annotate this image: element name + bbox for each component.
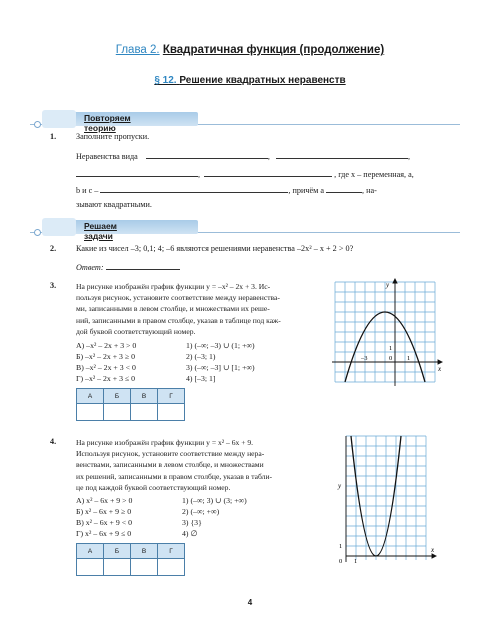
task4-line: венствами, записанными в левом столбце, и множествами (76, 460, 264, 470)
table-header-cell: Г (158, 389, 185, 404)
y-axis-label: y (386, 281, 390, 289)
table-header-cell: Б (104, 389, 131, 404)
answer-cell[interactable] (158, 404, 185, 421)
tick-label: 0 (339, 558, 343, 564)
task1-line4 (76, 184, 377, 195)
option-item: 4) ∅ (182, 529, 198, 538)
task3-options-left (76, 340, 136, 384)
task3-text (76, 281, 281, 337)
task1-line4-end: , на- (362, 186, 377, 195)
task3-line: пользуя рисунок, установите соответствие между неравенства- (76, 293, 280, 303)
option-item: Б) –x² – 2x + 3 ≥ 0 (76, 352, 136, 361)
task2-answer (76, 261, 180, 272)
task4-answer-table (76, 543, 185, 576)
task1-line4-mid: , причём a (288, 186, 324, 195)
task3-line: дой буквой соответствующий номер. (76, 326, 196, 336)
option-item: 2) (–∞; +∞) (182, 507, 220, 516)
option-item: 1) (–∞; –3) ∪ (1; +∞) (186, 341, 255, 350)
table-header-cell: В (131, 544, 158, 559)
table-header-cell: А (77, 389, 104, 404)
task1-line4-start: b и c – (76, 186, 99, 195)
task4-number: 4. (50, 437, 57, 446)
answer-cell[interactable] (77, 404, 104, 421)
task3-line: На рисунке изображён график функции y = –x² – 2x + 3. Ис- (76, 282, 271, 291)
tick-label: 1 (407, 355, 411, 362)
answer-field[interactable] (106, 261, 180, 270)
task4-graph (334, 434, 440, 564)
table-header-cell: Б (104, 544, 131, 559)
answer-cell[interactable] (104, 404, 131, 421)
tick-label: 1 (389, 345, 393, 352)
option-item: Б) x² – 6x + 9 ≥ 0 (76, 507, 132, 516)
task1-line3-text: , где x – переменная, a, (334, 170, 414, 179)
chapter-heading (0, 44, 500, 56)
blank-field[interactable] (326, 184, 362, 193)
x-axis-label: x (438, 365, 442, 373)
option-item: В) –x² – 2x + 3 < 0 (76, 363, 136, 372)
task4-text (76, 437, 272, 493)
banner-tab-shade (42, 218, 76, 236)
tick-label: 1 (354, 558, 358, 564)
option-item: 3) (–∞; –3] ∪ [1; +∞) (186, 363, 255, 372)
theory-header: Повторяем теорию (84, 113, 131, 133)
page-number: 4 (247, 598, 253, 607)
answer-cell[interactable] (77, 559, 104, 576)
task3-options-right (186, 340, 255, 384)
task2-number: 2. (50, 244, 57, 253)
banner-bullet-icon (34, 229, 41, 236)
answer-cell[interactable] (104, 559, 131, 576)
blank-field[interactable] (100, 184, 288, 193)
y-axis-label: y (338, 482, 342, 490)
task4-line: це под каждой буквой соответствующий номер. (76, 482, 231, 492)
option-item: 1) (–∞; 3) ∪ (3; +∞) (182, 496, 247, 505)
task1-line2-text: Неравенства вида (76, 152, 138, 161)
tick-label: –3 (361, 355, 368, 362)
banner-bullet-icon (34, 121, 41, 128)
task3-answer-table (76, 388, 185, 421)
answer-cell[interactable] (131, 559, 158, 576)
blank-field[interactable] (276, 150, 408, 159)
section-number: § 12. (154, 75, 177, 86)
chapter-number: Глава 2. (115, 44, 160, 56)
task4-options-left (76, 495, 132, 539)
section-title: Решение квадратных неравенств (179, 75, 346, 86)
task2-text: Какие из чисел –3; 0,1; 4; –6 являются решениями неравенства –2x² – x + 2 > 0? (76, 244, 354, 253)
grid (346, 436, 426, 560)
task1-line1: Заполните пропуски. (76, 132, 150, 141)
answer-cell[interactable] (158, 559, 185, 576)
option-item: Г) x² – 6x + 9 ≤ 0 (76, 529, 132, 538)
option-item: А) –x² – 2x + 3 > 0 (76, 341, 137, 350)
blank-field[interactable] (204, 168, 332, 177)
section-heading (0, 75, 500, 86)
option-item: 2) (–3; 1) (186, 352, 216, 361)
task4-options-right (182, 495, 247, 539)
blank-field[interactable] (76, 168, 198, 177)
problems-header: Решаем задачи (84, 221, 117, 241)
table-header-cell: В (131, 389, 158, 404)
option-item: В) x² – 6x + 9 < 0 (76, 518, 132, 527)
table-header-cell: Г (158, 544, 185, 559)
answer-label: Ответ: (76, 263, 104, 272)
tick-label: 1 (339, 543, 343, 550)
task3-line: ми, записанными в левом столбце, и множествами их реше- (76, 304, 270, 314)
table-header-cell: А (77, 544, 104, 559)
blank-field[interactable] (146, 150, 268, 159)
axes (346, 436, 436, 562)
task1-line5: зывают квадратными. (76, 200, 152, 209)
task4-line: их решений, записанными в правом столбце, указав в табли- (76, 471, 273, 481)
x-axis-label: x (431, 546, 435, 554)
task4-line: Используя рисунок, установите соответствие между нера- (76, 449, 265, 459)
option-item: 3) {3} (182, 518, 202, 527)
chapter-title: Квадратичная функция (продолжение) (162, 44, 385, 56)
answer-cell[interactable] (131, 404, 158, 421)
task1-line2: Неравенства вида , , (76, 152, 410, 161)
option-item: Г) –x² – 2x + 3 ≤ 0 (76, 374, 136, 383)
task4-line: На рисунке изображён график функции y = x² – 6x + 9. (76, 438, 254, 447)
tick-label: 0 (389, 355, 393, 362)
banner-tab-shade (42, 110, 76, 128)
task3-graph (330, 278, 450, 388)
option-item: 4) [–3; 1] (186, 374, 216, 383)
option-item: А) x² – 6x + 9 > 0 (76, 496, 133, 505)
task1-line3: , , где x – переменная, a, (76, 168, 414, 179)
task3-line: ний, записанными в правом столбце, указав в таблице под каж- (76, 315, 281, 325)
task1-number: 1. (50, 132, 57, 141)
task3-number: 3. (50, 281, 57, 290)
